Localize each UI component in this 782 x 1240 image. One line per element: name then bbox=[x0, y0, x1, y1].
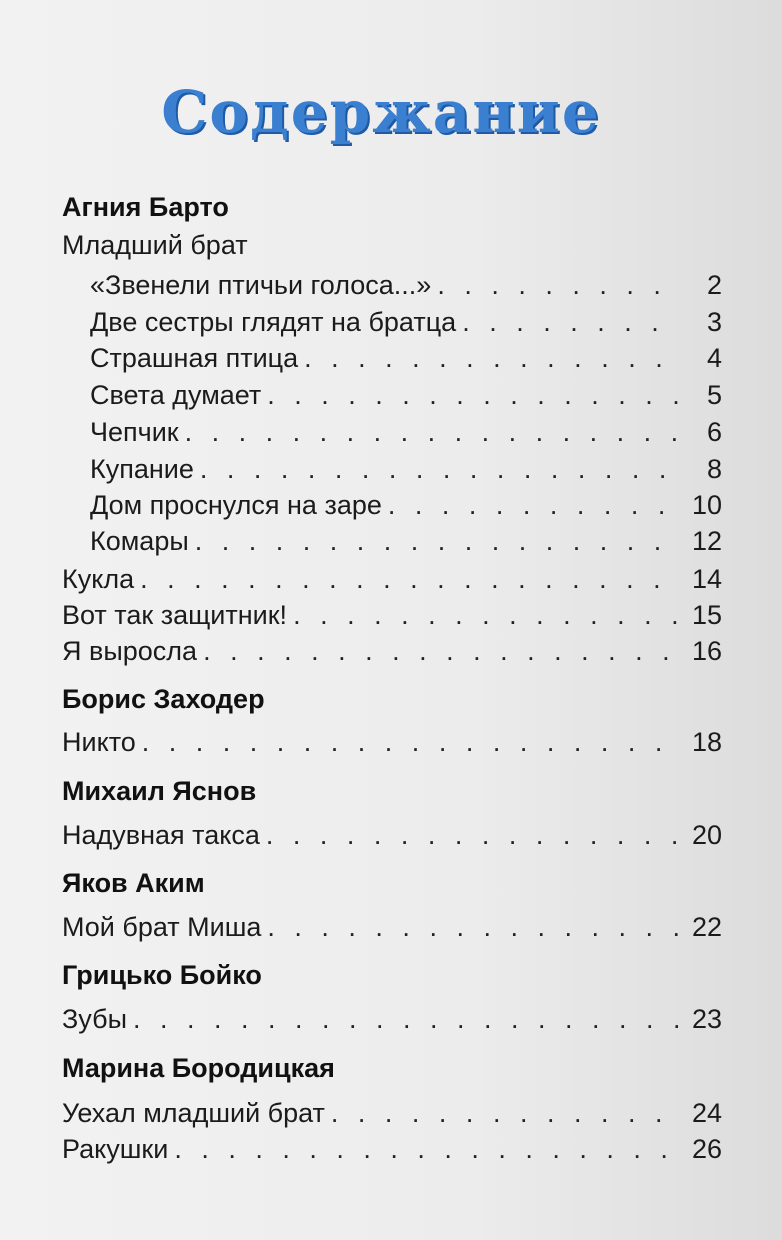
toc-entry[interactable] bbox=[90, 488, 722, 522]
dot-leader bbox=[267, 378, 680, 412]
author-name: Агния Барто bbox=[62, 192, 229, 222]
dot-leader bbox=[200, 452, 680, 486]
toc-entry[interactable] bbox=[62, 725, 722, 759]
author-name: Борис Заходер bbox=[62, 684, 265, 714]
toc-entry[interactable] bbox=[62, 1002, 722, 1036]
dot-leader bbox=[293, 598, 680, 632]
toc-entry[interactable] bbox=[90, 305, 722, 339]
toc-entry[interactable] bbox=[62, 910, 722, 944]
dot-leader bbox=[331, 1096, 680, 1130]
entry-title: Я выросла bbox=[62, 636, 198, 666]
entry-title: Зубы bbox=[62, 1004, 127, 1034]
dot-leader bbox=[133, 1002, 680, 1036]
entry-page: 3 bbox=[706, 307, 722, 337]
entry-page: 5 bbox=[706, 380, 722, 410]
toc-entry[interactable] bbox=[90, 524, 722, 558]
dot-leader bbox=[304, 341, 680, 375]
toc-entry[interactable] bbox=[90, 268, 722, 302]
entry-page: 4 bbox=[706, 343, 722, 373]
dot-leader bbox=[388, 488, 680, 522]
toc-entry[interactable] bbox=[62, 818, 722, 852]
dot-leader bbox=[142, 725, 680, 759]
toc-entry[interactable] bbox=[90, 415, 722, 449]
entry-page: 16 bbox=[691, 636, 722, 666]
toc-entry[interactable] bbox=[62, 1132, 722, 1166]
entry-page: 8 bbox=[706, 454, 722, 484]
entry-title: «Звенели птичьи голоса...» bbox=[90, 270, 432, 300]
dot-leader bbox=[185, 415, 680, 449]
entry-page: 6 bbox=[706, 417, 722, 447]
entry-title: Вот так защитник! bbox=[62, 600, 288, 630]
author-name: Марина Бородицкая bbox=[62, 1053, 335, 1083]
entry-page: 10 bbox=[691, 490, 722, 520]
entry-title: Надувная такса bbox=[62, 820, 260, 850]
entry-title: Страшная птица bbox=[90, 343, 299, 373]
toc-entry[interactable] bbox=[62, 562, 722, 596]
entry-title: Мой брат Миша bbox=[62, 912, 262, 942]
entry-title: Комары bbox=[90, 526, 189, 556]
entry-page: 18 bbox=[691, 727, 722, 757]
toc-entry[interactable] bbox=[90, 452, 722, 486]
toc-entry[interactable] bbox=[62, 598, 722, 632]
dot-leader bbox=[267, 910, 680, 944]
dot-leader bbox=[195, 524, 680, 558]
entry-page: 20 bbox=[691, 820, 722, 850]
entry-title: Кукла bbox=[62, 564, 135, 594]
author-name: Михаил Яснов bbox=[62, 776, 257, 806]
entry-page: 23 bbox=[691, 1004, 722, 1034]
entry-title: Купание bbox=[90, 454, 194, 484]
entry-page: 24 bbox=[691, 1098, 722, 1128]
entry-title: Чепчик bbox=[90, 417, 179, 447]
entry-title: Никто bbox=[62, 727, 136, 757]
dot-leader bbox=[203, 634, 680, 668]
dot-leader bbox=[174, 1132, 680, 1166]
entry-page: 15 bbox=[691, 600, 722, 630]
group-title: Младший брат bbox=[62, 230, 248, 260]
entry-page: 22 bbox=[691, 912, 722, 942]
dot-leader bbox=[462, 305, 680, 339]
toc-entry[interactable] bbox=[90, 378, 722, 412]
entry-page: 26 bbox=[691, 1134, 722, 1164]
toc-entry[interactable] bbox=[90, 341, 722, 375]
dot-leader bbox=[437, 268, 680, 302]
entry-title: Уехал младший брат bbox=[62, 1098, 325, 1128]
author-name: Грицько Бойко bbox=[62, 960, 262, 990]
entry-page: 2 bbox=[706, 270, 722, 300]
author-name: Яков Аким bbox=[62, 868, 205, 898]
toc-entry[interactable] bbox=[62, 634, 722, 668]
entry-title: Дом проснулся на заре bbox=[90, 490, 382, 520]
entry-title: Ракушки bbox=[62, 1134, 169, 1164]
entry-page: 12 bbox=[691, 526, 722, 556]
dot-leader bbox=[266, 818, 680, 852]
entry-title: Две сестры глядят на братца bbox=[90, 307, 457, 337]
entry-title: Света думает bbox=[90, 380, 262, 410]
page-title: Содержание bbox=[161, 78, 601, 146]
entry-page: 14 bbox=[691, 564, 722, 594]
toc-entry[interactable] bbox=[62, 1096, 722, 1130]
dot-leader bbox=[140, 562, 680, 596]
